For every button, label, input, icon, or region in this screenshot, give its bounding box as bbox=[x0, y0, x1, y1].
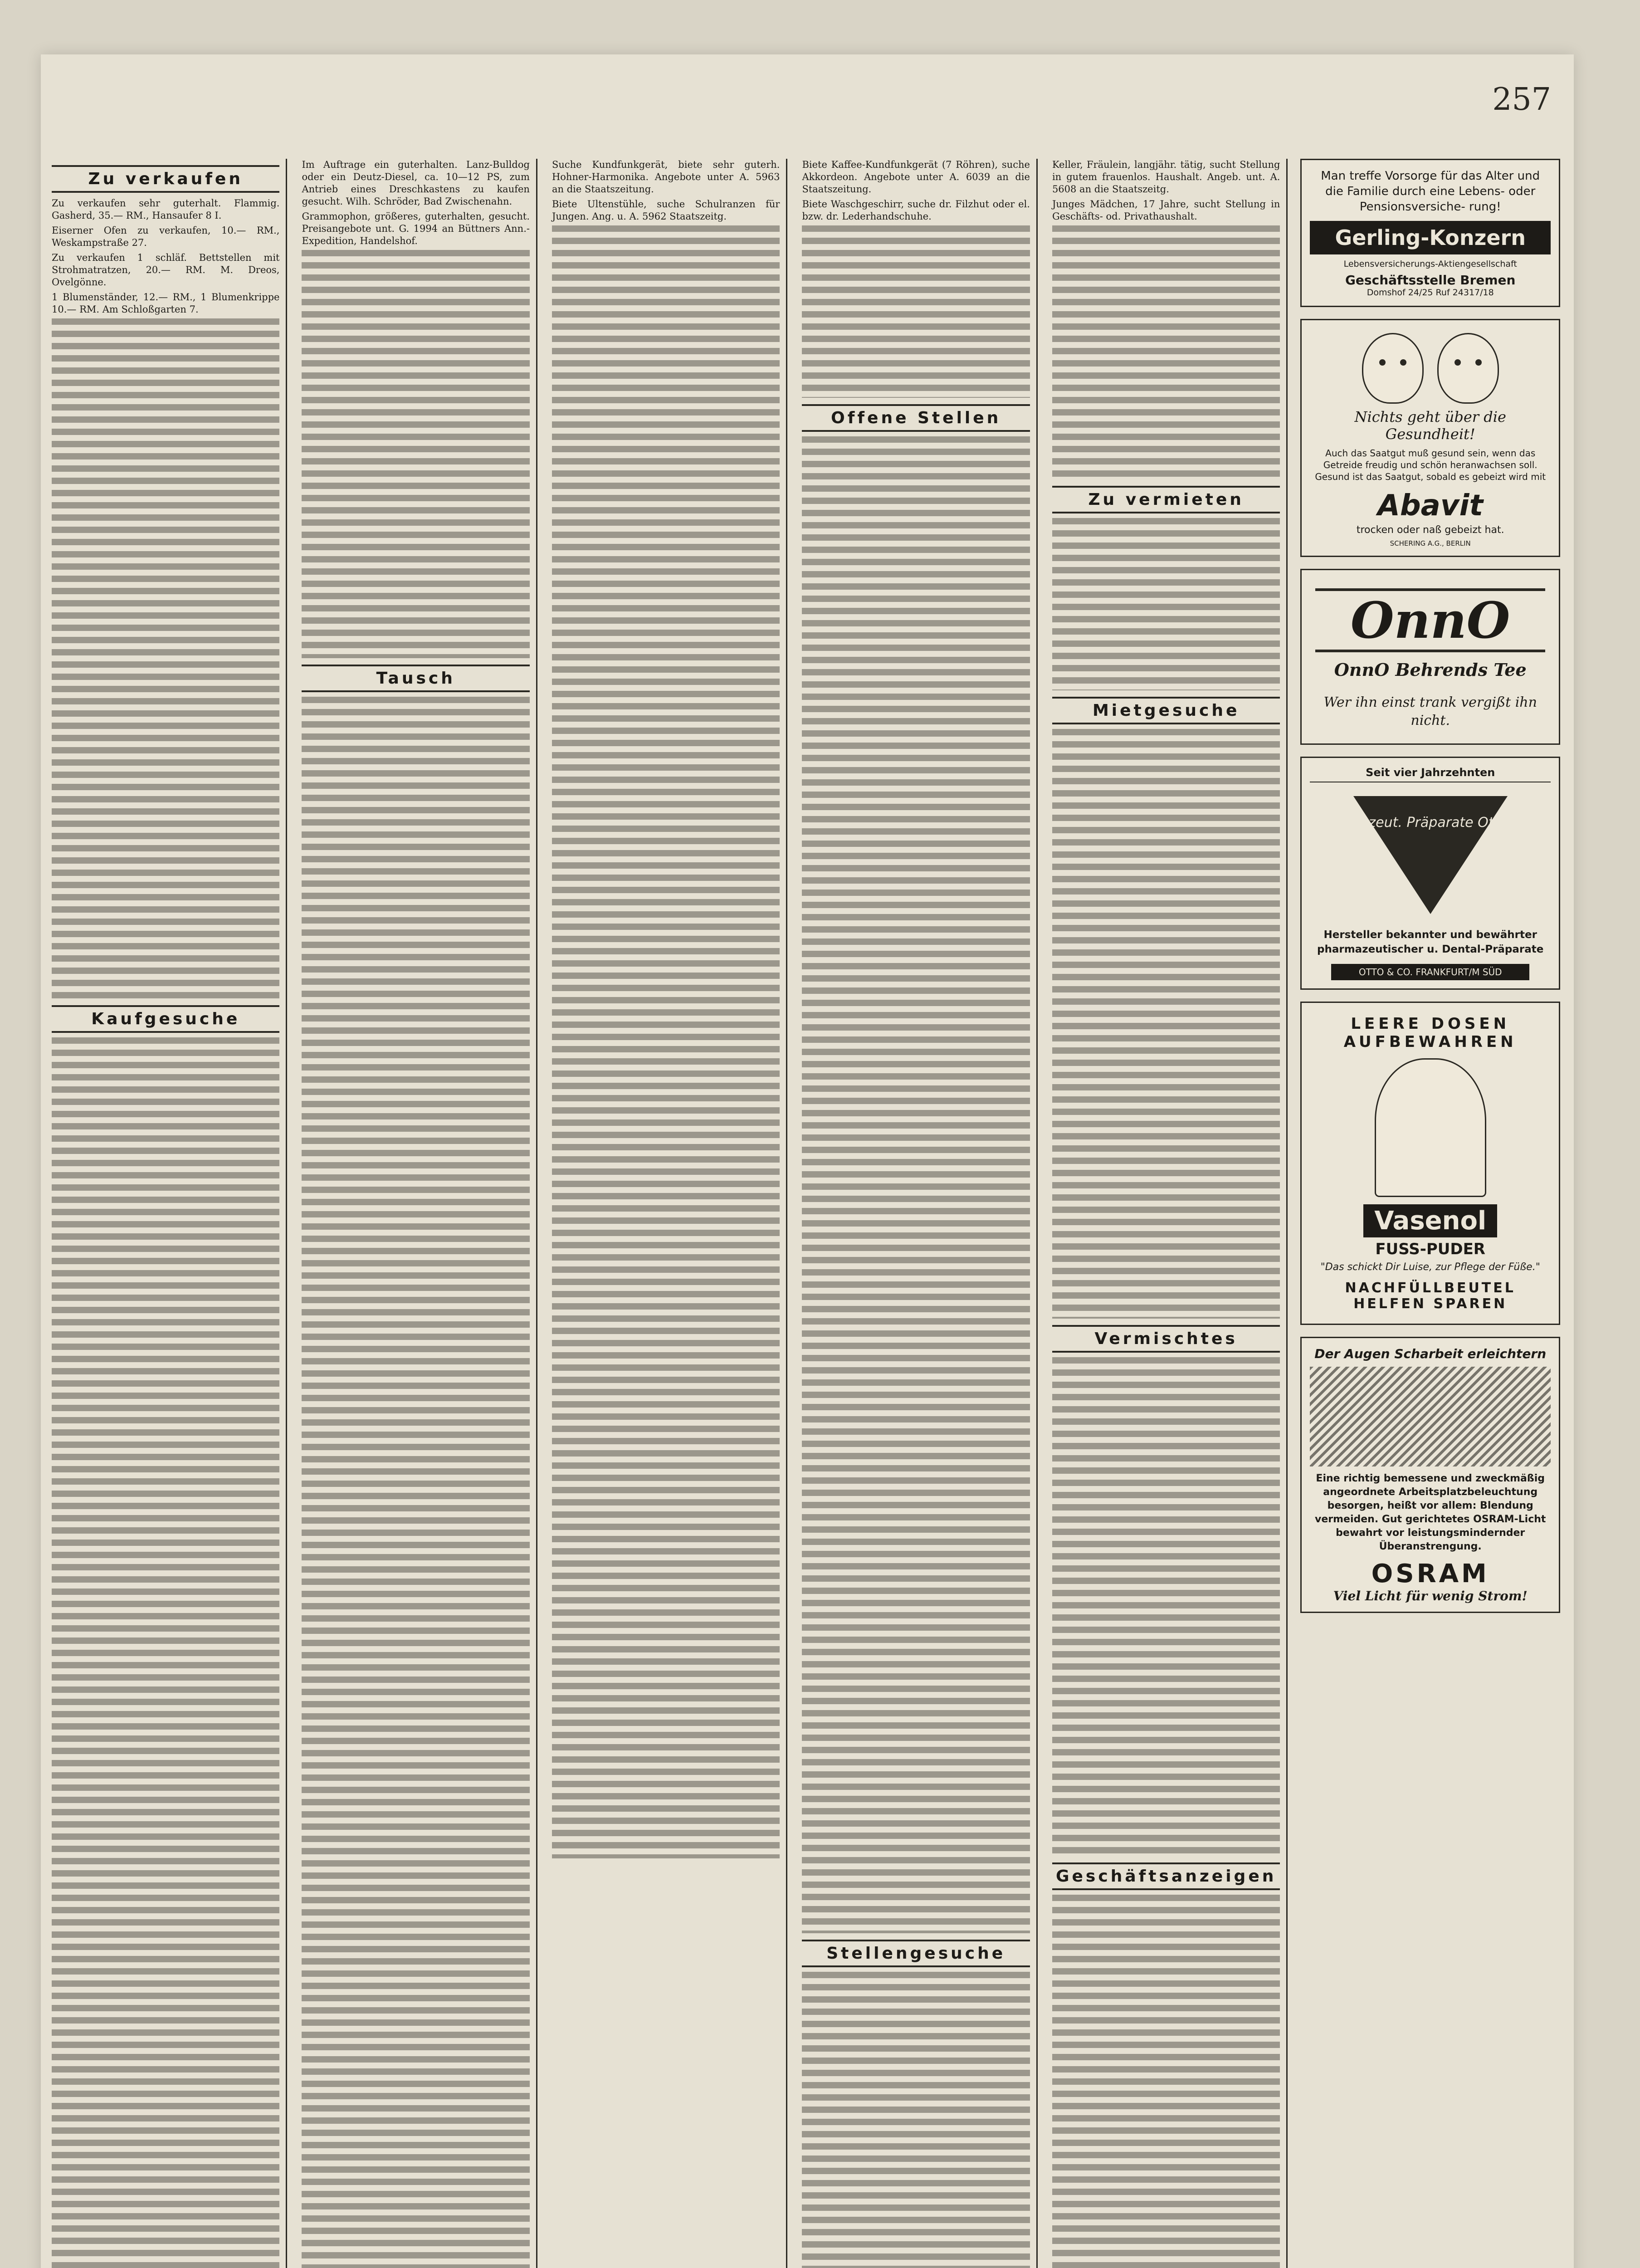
classified-text-block bbox=[52, 318, 279, 999]
woman-illustration bbox=[1375, 1058, 1486, 1197]
onno-brand: OnnO bbox=[1315, 588, 1545, 652]
onno-subtitle: OnnO Behrends Tee bbox=[1334, 660, 1527, 680]
newspaper-page bbox=[41, 54, 1574, 2268]
child-face-icon bbox=[1362, 333, 1424, 404]
abavit-ad bbox=[1300, 319, 1560, 557]
gerling-intro: Man treffe Vorsorge für das Alter und die Familie durch eine Lebens- oder Pensionsversiche- rung! bbox=[1321, 169, 1540, 214]
gerling-brand: Gerling-Konzern bbox=[1310, 221, 1551, 254]
classified-ad: Im Auftrage ein guterhalten. Lanz-Bulldog oder ein Deutz-Diesel, ca. 10—12 PS, zum Antrieb eines Dreschkastens zu kaufen gesucht. Wilh. Schröder, Bad Zwischenahn. bbox=[302, 159, 530, 207]
section-heading-mietgesuche: Mietgesuche bbox=[1052, 697, 1280, 724]
otto-city: OTTO & CO. FRANKFURT/M SÜD bbox=[1331, 964, 1529, 980]
classified-ad: Zu verkaufen 1 schläf. Bettstellen mit Strohmatratzen, 20.— RM. M. Dreos, Ovelgönne. bbox=[52, 252, 280, 288]
section-heading-stellengesuche: Stellengesuche bbox=[802, 1940, 1030, 1967]
otto-heading: Seit vier Jahrzehnten bbox=[1310, 766, 1551, 782]
classified-ad: Grammophon, größeres, guterhalten, gesucht. Preisangebote unt. G. 1994 an Büttners Ann.-Expedition, Handelshof. bbox=[302, 211, 530, 246]
otto-ad: Seit vier Jahrzehnten Pharmazeut. Präparate Otto & Co Hersteller bekannter und bewährter pharmazeutischer u. Dental-Präparate OTTO & CO. FRANKFURT/M SÜD bbox=[1300, 757, 1560, 990]
section-heading-geschaeftsanzeigen: Geschäftsanzeigen bbox=[1052, 1862, 1280, 1890]
display-ad-column bbox=[1296, 159, 1565, 2268]
gerling-subtitle: Lebensversicherungs-Aktiengesellschaft bbox=[1343, 259, 1517, 269]
onno-ad bbox=[1300, 569, 1560, 745]
osram-ad bbox=[1300, 1337, 1560, 1613]
vasenol-arc-text: LEERE DOSEN AUFBEWAHREN bbox=[1343, 1015, 1517, 1051]
section-heading-zu-vermieten: Zu vermieten bbox=[1052, 486, 1280, 513]
column-3 bbox=[546, 159, 787, 2268]
gerling-office: Geschäftsstelle Bremen bbox=[1345, 273, 1516, 288]
osram-slogan: Viel Licht für wenig Strom! bbox=[1333, 1589, 1528, 1603]
classified-text-block bbox=[802, 1972, 1030, 2268]
gerling-ad bbox=[1300, 159, 1560, 307]
osram-heading: Der Augen Scharbeit erleichtern bbox=[1314, 1346, 1547, 1361]
abavit-maker: SCHERING A.G., BERLIN bbox=[1390, 539, 1471, 547]
classified-text-block bbox=[802, 436, 1030, 1933]
section-heading-vermischtes: Vermischtes bbox=[1052, 1325, 1280, 1353]
children-illustration bbox=[1310, 333, 1551, 404]
column-5 bbox=[1046, 159, 1288, 2268]
column-4 bbox=[796, 159, 1037, 2268]
classified-text-block bbox=[802, 225, 1030, 398]
osram-brand: OSRAM bbox=[1371, 1559, 1489, 1589]
classified-text-block bbox=[1052, 225, 1280, 479]
classified-text-block bbox=[1052, 518, 1280, 690]
page-number: 257 bbox=[1492, 82, 1551, 117]
column-2 bbox=[295, 159, 537, 2268]
classified-ad: Zu verkaufen sehr guterhalt. Flammig. Gasherd, 35.— RM., Hansaufer 8 I. bbox=[52, 198, 280, 221]
vasenol-subtitle: FUSS-PUDER bbox=[1375, 1240, 1485, 1258]
section-heading-kaufgesuche: Kaufgesuche bbox=[52, 1005, 279, 1033]
osram-text: Eine richtig bemessene und zweckmäßig angeordnete Arbeitsplatzbeleuchtung besorgen, heißt vor allem: Blendung vermeiden. Gut gerichtetes OSRAM-Licht bewahrt vor leistungsmindernder Überanstrengung. bbox=[1314, 1473, 1546, 1552]
workshop-illustration bbox=[1310, 1367, 1551, 1466]
section-heading-offene-stellen: Offene Stellen bbox=[802, 404, 1030, 432]
classified-text-block bbox=[302, 697, 529, 2268]
classified-ad: Suche Kundfunkgerät, biete sehr guterh. Hohner-Harmonika. Angebote unter A. 5963 an die Staatszeitung. bbox=[552, 159, 780, 195]
otto-triangle-logo bbox=[1353, 796, 1508, 914]
columns bbox=[45, 159, 1565, 2268]
classified-text-block bbox=[1052, 1895, 1280, 2268]
onno-slogan: Wer ihn einst trank vergißt ihn nicht. bbox=[1323, 694, 1537, 728]
abavit-subtitle: trocken oder naß gebeizt hat. bbox=[1356, 524, 1504, 536]
vasenol-slogan: "Das schickt Dir Luise, zur Pflege der Füße." bbox=[1320, 1261, 1540, 1273]
vasenol-brand: Vasenol bbox=[1363, 1204, 1497, 1237]
classified-text-block bbox=[52, 1037, 279, 2268]
abavit-slogan: Nichts geht über die Gesundheit! bbox=[1354, 408, 1506, 443]
section-heading-zu-verkaufen: Zu verkaufen bbox=[52, 165, 279, 193]
classified-ad: Biete Kaffee-Kundfunkgerät (7 Röhren), suche Akkordeon. Angebote unter A. 6039 an die Staatszeitung. bbox=[802, 159, 1030, 195]
child-face-icon bbox=[1437, 333, 1499, 404]
section-heading-tausch: Tausch bbox=[302, 665, 529, 692]
gerling-address: Domshof 24/25 Ruf 24317/18 bbox=[1367, 288, 1494, 298]
classified-text-block bbox=[1052, 1357, 1280, 1856]
classified-text-block bbox=[552, 225, 780, 1858]
classified-ad: Keller, Fräulein, langjähr. tätig, sucht Stellung in gutem frauenlos. Haushalt. Angeb. unt. A. 5608 an die Staatszeitg. bbox=[1052, 159, 1280, 195]
otto-description: Hersteller bekannter und bewährter pharmazeutischer u. Dental-Präparate bbox=[1317, 929, 1544, 955]
abavit-text: Auch das Saatgut muß gesund sein, wenn das Getreide freudig und schön heranwachsen soll. Gesund ist das Saatgut, sobald es gebeizt wird mit bbox=[1315, 448, 1546, 482]
classified-ad: Eiserner Ofen zu verkaufen, 10.— RM., Weskampstraße 27. bbox=[52, 225, 280, 248]
classified-text-block bbox=[302, 250, 529, 658]
column-1 bbox=[45, 159, 287, 2268]
classified-ad: Biete Waschgeschirr, suche dr. Filzhut oder el. bzw. dr. Lederhandschuhe. bbox=[802, 199, 1030, 222]
vasenol-ad bbox=[1300, 1002, 1560, 1325]
abavit-brand: Abavit bbox=[1377, 489, 1484, 523]
vasenol-arc-text-2: NACHFÜLLBEUTEL HELFEN SPAREN bbox=[1345, 1280, 1516, 1312]
classified-ad: 1 Blumenständer, 12.— RM., 1 Blumenkrippe 10.— RM. Am Schloßgarten 7. bbox=[52, 292, 280, 315]
classified-ad: Biete Ultenstühle, suche Schulranzen für Jungen. Ang. u. A. 5962 Staatszeitg. bbox=[552, 199, 780, 222]
classified-ad: Junges Mädchen, 17 Jahre, sucht Stellung in Geschäfts- od. Privathaushalt. bbox=[1052, 199, 1280, 222]
classified-text-block bbox=[1052, 729, 1280, 1319]
